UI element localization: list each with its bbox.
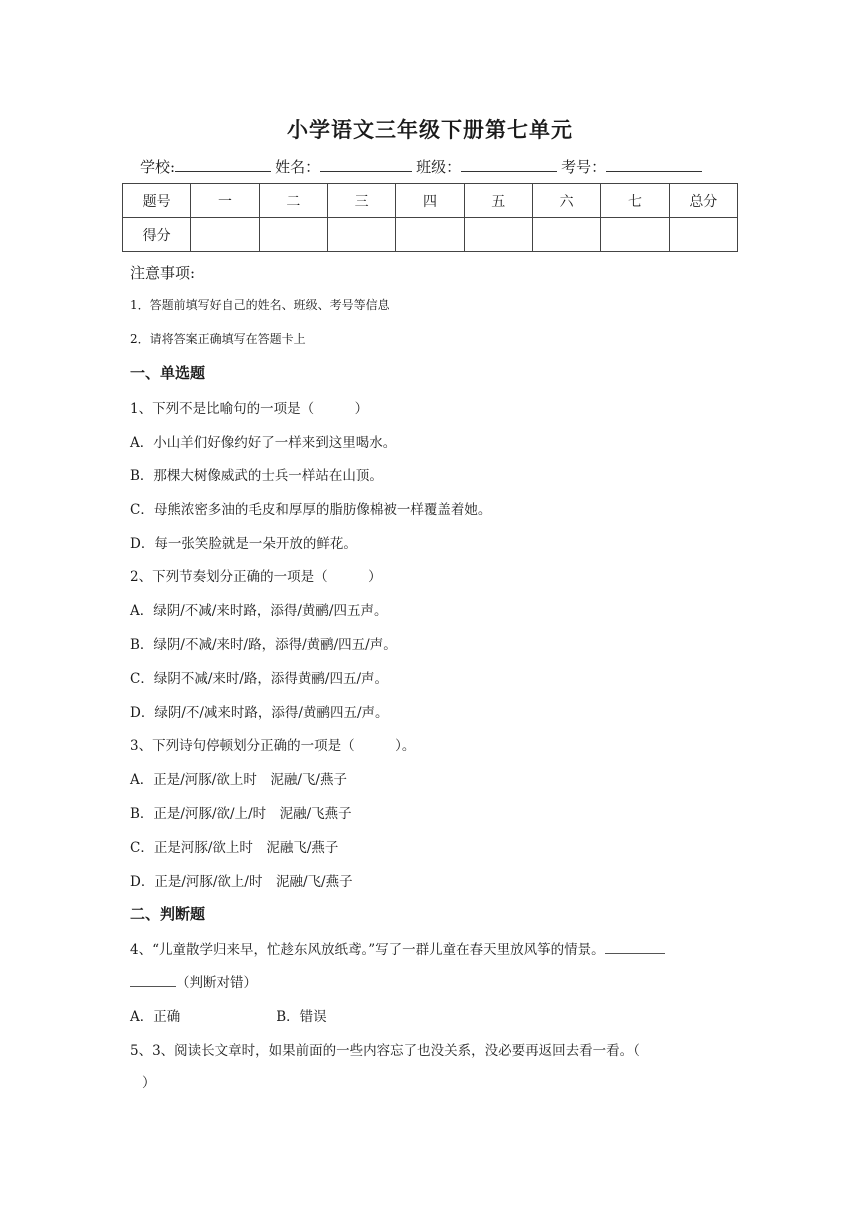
score-input-cell[interactable] (259, 218, 327, 252)
score-header-cell: 六 (532, 184, 600, 218)
score-header-cell: 三 (327, 184, 395, 218)
question-4-stem-line (130, 938, 665, 958)
question-3-stem: 3、下列诗句停顿划分正确的一项是（ ）。 (130, 738, 416, 754)
page-title: 小学语文三年级下册第七单元 (287, 118, 573, 142)
notice-item: 2．请将答案正确填写在答题卡上 (130, 332, 306, 346)
section-heading-true-false: 二、判断题 (130, 905, 206, 923)
class-blank[interactable] (461, 157, 557, 172)
exam-no-label: 考号： (561, 158, 607, 176)
score-header-cell: 四 (396, 184, 464, 218)
question-3-option-a[interactable]: A．正是/河豚/欲上时 泥融/飞/燕子 (130, 772, 347, 788)
score-row-label: 得分 (123, 218, 191, 252)
question-2-option-d[interactable]: D．绿阴/不/减来时路，添得/黄鹂四五/声。 (130, 705, 389, 721)
name-blank[interactable] (320, 157, 412, 172)
question-3-option-b[interactable]: B．正是/河豚/欲/上/时 泥融/飞燕子 (130, 806, 352, 822)
score-table-header-row (123, 184, 738, 218)
score-input-cell[interactable] (601, 218, 669, 252)
question-5-close-paren: ） (142, 1075, 156, 1091)
score-input-cell[interactable] (327, 218, 395, 252)
question-1-option-c[interactable]: C．母熊浓密多油的毛皮和厚厚的脂肪像棉被一样覆盖着她。 (130, 502, 492, 518)
score-header-cell: 题号 (123, 184, 191, 218)
question-4-options (130, 1005, 327, 1025)
question-4-answer-blank-cont[interactable] (130, 974, 176, 987)
question-1-stem: 1、下列不是比喻句的一项是（ ） (130, 401, 369, 417)
question-4-option-a[interactable]: A．正确 (130, 1009, 181, 1025)
question-4-stem: 4、“儿童散学归来早，忙趁东风放纸鸢。”写了一群儿童在春天里放风筝的情景。 (130, 942, 605, 958)
score-header-cell: 一 (191, 184, 259, 218)
question-2-stem: 2、下列节奏划分正确的一项是（ ） (130, 569, 382, 585)
question-3-option-c[interactable]: C．正是河豚/欲上时 泥融飞/燕子 (130, 840, 339, 856)
question-3-option-d[interactable]: D．正是/河豚/欲上/时 泥融/飞/燕子 (130, 874, 353, 890)
question-2-option-a[interactable]: A．绿阴/不减/来时路，添得/黄鹂/四五声。 (130, 603, 388, 619)
score-input-cell[interactable] (191, 218, 259, 252)
score-table (122, 183, 738, 252)
score-header-cell: 二 (259, 184, 327, 218)
question-1-option-d[interactable]: D．每一张笑脸就是一朵开放的鲜花。 (130, 536, 357, 552)
score-header-cell: 五 (464, 184, 532, 218)
section-heading-single-choice: 一、单选题 (130, 364, 206, 382)
class-label: 班级： (416, 158, 462, 176)
school-label: 学校: (140, 158, 176, 176)
question-4-suffix: （判断对错） (176, 975, 257, 991)
question-1-option-a[interactable]: A．小山羊们好像约好了一样来到这里喝水。 (130, 435, 397, 451)
question-2-option-b[interactable]: B．绿阴/不减/来时/路，添得/黄鹂/四五/声。 (130, 637, 397, 653)
question-4-stem-line-2 (130, 971, 257, 991)
question-1-option-b[interactable]: B．那棵大树像威武的士兵一样站在山顶。 (130, 468, 383, 484)
score-header-cell: 总分 (669, 184, 737, 218)
question-2-option-c[interactable]: C．绿阴不减/来时/路，添得黄鹂/四五/声。 (130, 671, 389, 687)
exam-no-blank[interactable] (606, 157, 702, 172)
score-input-cell[interactable] (464, 218, 532, 252)
score-input-cell[interactable] (532, 218, 600, 252)
score-table-score-row (123, 218, 738, 252)
name-label: 姓名： (275, 158, 321, 176)
score-header-cell: 七 (601, 184, 669, 218)
student-info-line (140, 156, 702, 177)
school-blank[interactable] (175, 157, 271, 172)
score-input-cell[interactable] (669, 218, 737, 252)
question-4-option-b[interactable]: B．错误 (276, 1009, 327, 1025)
question-5-stem: 5、3、阅读长文章时，如果前面的一些内容忘了也没关系，没必要再返回去看一看。（ (130, 1043, 640, 1059)
score-input-cell[interactable] (396, 218, 464, 252)
question-4-answer-blank[interactable] (605, 941, 665, 954)
notice-item: 1．答题前填写好自己的姓名、班级、考号等信息 (130, 298, 390, 312)
notice-heading: 注意事项: (130, 264, 196, 282)
